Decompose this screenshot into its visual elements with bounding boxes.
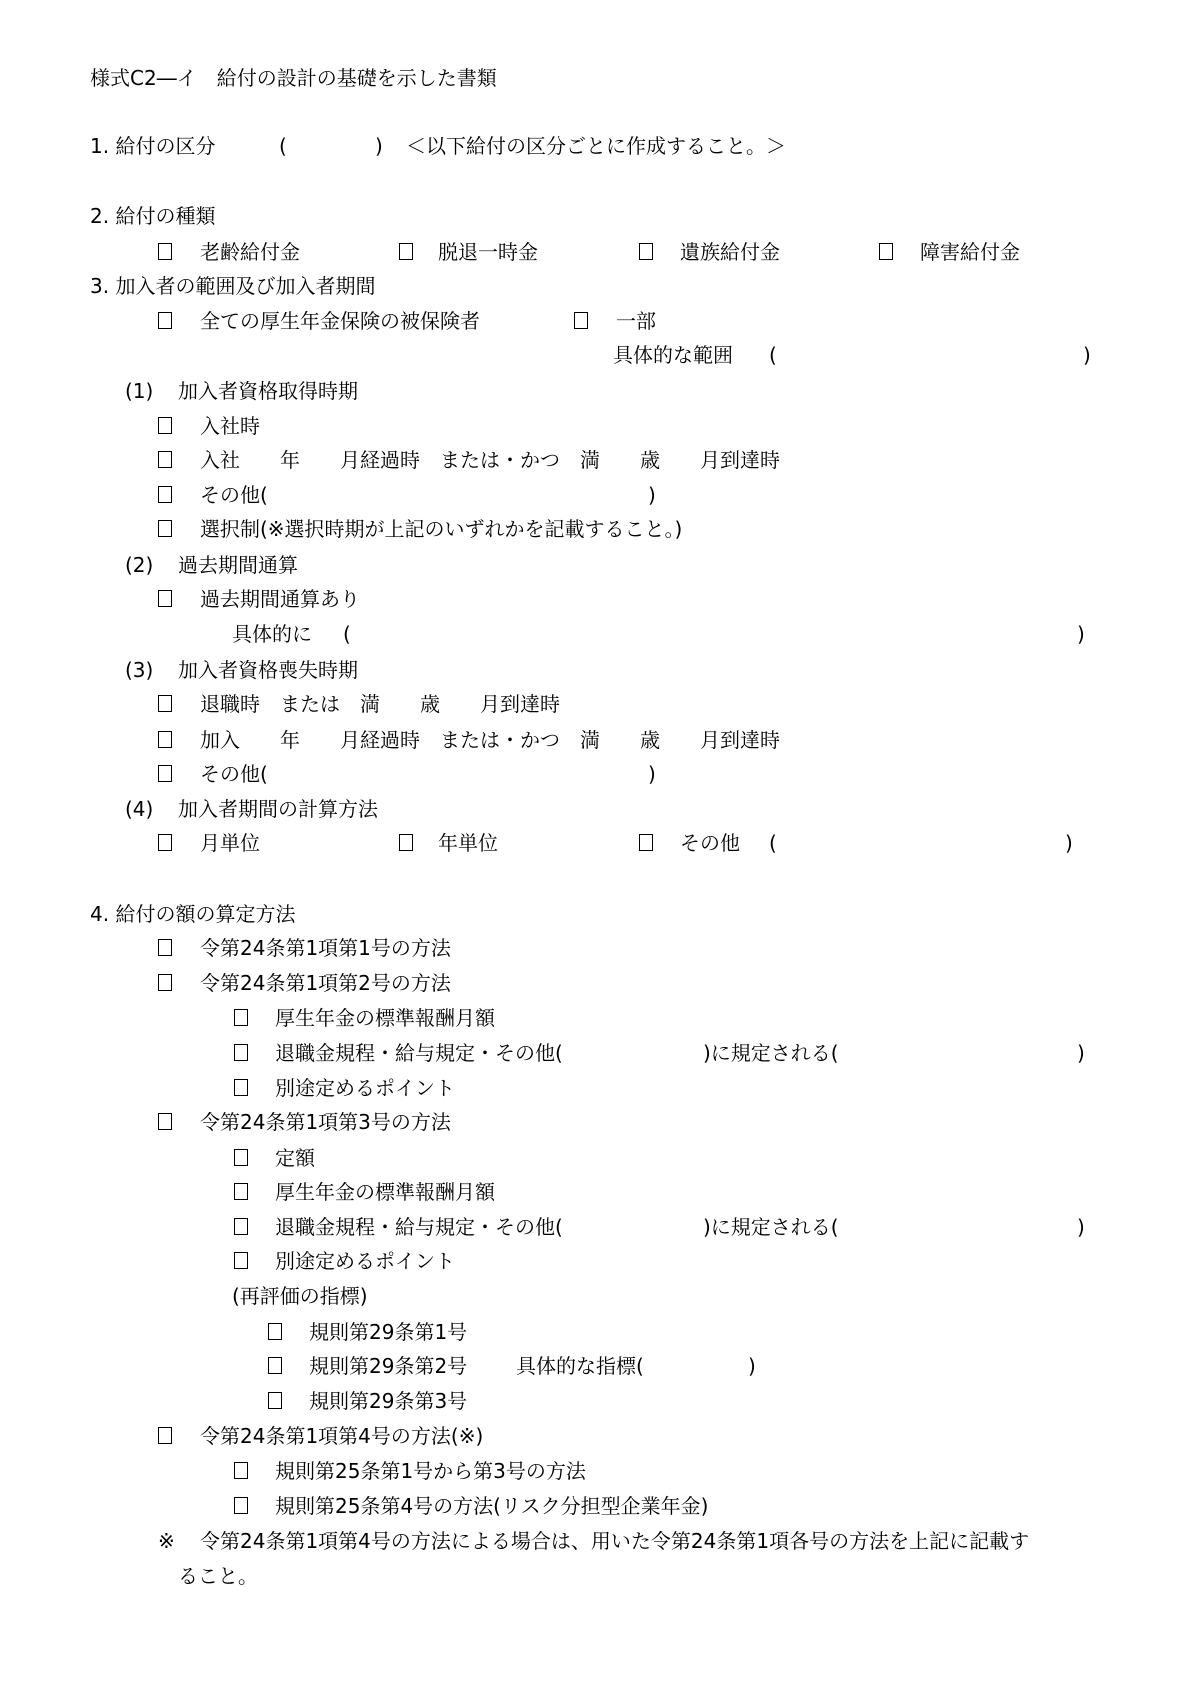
regulated-text: )に規定される( bbox=[703, 1215, 839, 1239]
option-label: 退職時 または 満 歳 月到達時 bbox=[200, 692, 560, 716]
checkbox-disability[interactable] bbox=[879, 243, 893, 260]
option-label: 加入 年 月経過時 または・かつ 満 歳 月到達時 bbox=[200, 728, 780, 752]
checkbox[interactable] bbox=[158, 939, 172, 956]
option-label: 入社 年 月経過時 または・かつ 満 歳 月到達時 bbox=[200, 448, 780, 472]
option-label: 全ての厚生年金保険の被保険者 bbox=[200, 309, 480, 333]
option-label: 厚生年金の標準報酬月額 bbox=[275, 1006, 495, 1030]
option-label: 過去期間通算あり bbox=[200, 587, 360, 611]
paren-open: ( bbox=[769, 343, 777, 367]
sub-number: (2) bbox=[125, 553, 154, 577]
paren-close: ) bbox=[648, 483, 656, 507]
checkbox[interactable] bbox=[234, 1044, 248, 1061]
paren-close: ) bbox=[1065, 831, 1073, 855]
benefit-type-options bbox=[0, 240, 1181, 266]
checkbox[interactable] bbox=[234, 1009, 248, 1026]
regulated-text: )に規定される( bbox=[703, 1041, 839, 1065]
option-label: 別途定めるポイント bbox=[275, 1249, 455, 1273]
option-label: 令第24条第1項第1号の方法 bbox=[200, 936, 451, 960]
checkbox[interactable] bbox=[234, 1252, 248, 1269]
option-label: 別途定めるポイント bbox=[275, 1076, 455, 1100]
checkbox-monthly[interactable] bbox=[158, 834, 172, 851]
paren-close: ) bbox=[648, 762, 656, 786]
checkbox[interactable] bbox=[234, 1183, 248, 1200]
checkbox-survivor[interactable] bbox=[639, 243, 653, 260]
option-label: 規則第25条第4号の方法(リスク分担型企業年金) bbox=[275, 1494, 709, 1518]
checkbox[interactable] bbox=[234, 1079, 248, 1096]
option-label: 規則第29条第3号 bbox=[309, 1389, 468, 1413]
option-label: 年単位 bbox=[438, 831, 498, 855]
option-label: 規則第29条第2号 bbox=[309, 1354, 468, 1378]
option-label: 退職金規程・給与規定・その他( bbox=[275, 1215, 563, 1239]
sub-number: (4) bbox=[125, 797, 154, 821]
sub-number: (3) bbox=[125, 658, 154, 682]
checkbox[interactable] bbox=[268, 1357, 282, 1374]
option-label: 一部 bbox=[616, 309, 656, 333]
option-label: 入社時 bbox=[200, 414, 260, 438]
option-label: 厚生年金の標準報酬月額 bbox=[275, 1180, 495, 1204]
checkbox[interactable] bbox=[158, 1427, 172, 1444]
option-label: 令第24条第1項第2号の方法 bbox=[200, 971, 451, 995]
checkbox[interactable] bbox=[234, 1462, 248, 1479]
note-mark: ※ bbox=[158, 1529, 175, 1553]
option-label: 選択制(※選択時期が上記のいずれかを記載すること。) bbox=[200, 517, 683, 541]
paren-close: ) bbox=[1083, 343, 1091, 367]
checkbox[interactable] bbox=[158, 695, 172, 712]
section-4-label: 4. 給付の額の算定方法 bbox=[90, 902, 296, 926]
checkbox-other[interactable] bbox=[639, 834, 653, 851]
checkbox[interactable] bbox=[234, 1218, 248, 1235]
title-text: 様式C2―イ 給付の設計の基礎を示した書類 bbox=[90, 66, 497, 90]
option-label: 脱退一時金 bbox=[438, 240, 538, 264]
option-label: 遺族給付金 bbox=[680, 240, 780, 264]
option-label: 令第24条第1項第4号の方法(※) bbox=[200, 1424, 484, 1448]
checkbox[interactable] bbox=[158, 590, 172, 607]
checkbox[interactable] bbox=[158, 1113, 172, 1130]
revaluation-heading: (再評価の指標) bbox=[232, 1284, 368, 1308]
checkbox-old-age[interactable] bbox=[158, 243, 172, 260]
checkbox[interactable] bbox=[158, 731, 172, 748]
section-1 bbox=[0, 134, 1181, 160]
checkbox-withdrawal[interactable] bbox=[399, 243, 413, 260]
document-title bbox=[0, 66, 1181, 92]
checkbox[interactable] bbox=[158, 486, 172, 503]
paren-open: ( bbox=[769, 831, 777, 855]
checkbox[interactable] bbox=[234, 1497, 248, 1514]
option-label: 規則第25条第1号から第3号の方法 bbox=[275, 1459, 586, 1483]
checkbox[interactable] bbox=[268, 1323, 282, 1340]
option-label: 規則第29条第1号 bbox=[309, 1320, 468, 1344]
sub-label: 過去期間通算 bbox=[178, 553, 298, 577]
checkbox[interactable] bbox=[158, 520, 172, 537]
footnote bbox=[0, 1529, 1181, 1555]
checkbox[interactable] bbox=[268, 1392, 282, 1409]
paren-close: ) bbox=[748, 1354, 756, 1378]
sub-number: (1) bbox=[125, 379, 154, 403]
section-3-label: 3. 加入者の範囲及び加入者期間 bbox=[90, 274, 376, 298]
option-label: 定額 bbox=[275, 1146, 315, 1170]
checkbox[interactable] bbox=[158, 765, 172, 782]
option-label: 退職金規程・給与規定・その他( bbox=[275, 1041, 563, 1065]
checkbox[interactable] bbox=[158, 451, 172, 468]
option-label: その他 bbox=[680, 831, 740, 855]
paren-close: ) bbox=[375, 134, 383, 158]
section-label: 1. 給付の区分 bbox=[90, 134, 216, 158]
option-label: 令第24条第1項第3号の方法 bbox=[200, 1110, 451, 1134]
sub-label: 加入者資格取得時期 bbox=[178, 379, 358, 403]
section-note: ＜以下給付の区分ごとに作成すること。＞ bbox=[406, 134, 786, 158]
checkbox-partial[interactable] bbox=[574, 312, 588, 329]
specific-scope-label: 具体的な範囲 bbox=[613, 343, 733, 367]
option-label: 月単位 bbox=[200, 831, 260, 855]
checkbox[interactable] bbox=[158, 974, 172, 991]
paren-close: ) bbox=[1077, 1215, 1085, 1239]
note-text: 令第24条第1項第4号の方法による場合は、用いた令第24条第1項各号の方法を上記に記載す bbox=[200, 1529, 1030, 1553]
note-text: ること。 bbox=[178, 1564, 258, 1588]
specific-label: 具体的に bbox=[232, 622, 312, 646]
specific-index-label: 具体的な指標( bbox=[516, 1354, 644, 1378]
option-label: 障害給付金 bbox=[920, 240, 1020, 264]
checkbox[interactable] bbox=[158, 417, 172, 434]
sub-label: 加入者資格喪失時期 bbox=[178, 658, 358, 682]
checkbox[interactable] bbox=[234, 1149, 248, 1166]
checkbox-yearly[interactable] bbox=[399, 834, 413, 851]
paren-open: ( bbox=[343, 622, 351, 646]
option-label: 老齢給付金 bbox=[200, 240, 300, 264]
checkbox-all-insured[interactable] bbox=[158, 312, 172, 329]
sub-label: 加入者期間の計算方法 bbox=[178, 797, 378, 821]
paren-close: ) bbox=[1077, 1041, 1085, 1065]
paren-open: ( bbox=[279, 134, 287, 158]
section-2-label: 2. 給付の種類 bbox=[90, 204, 216, 228]
option-label: その他( bbox=[200, 762, 268, 786]
option-label: その他( bbox=[200, 483, 268, 507]
paren-close: ) bbox=[1077, 622, 1085, 646]
